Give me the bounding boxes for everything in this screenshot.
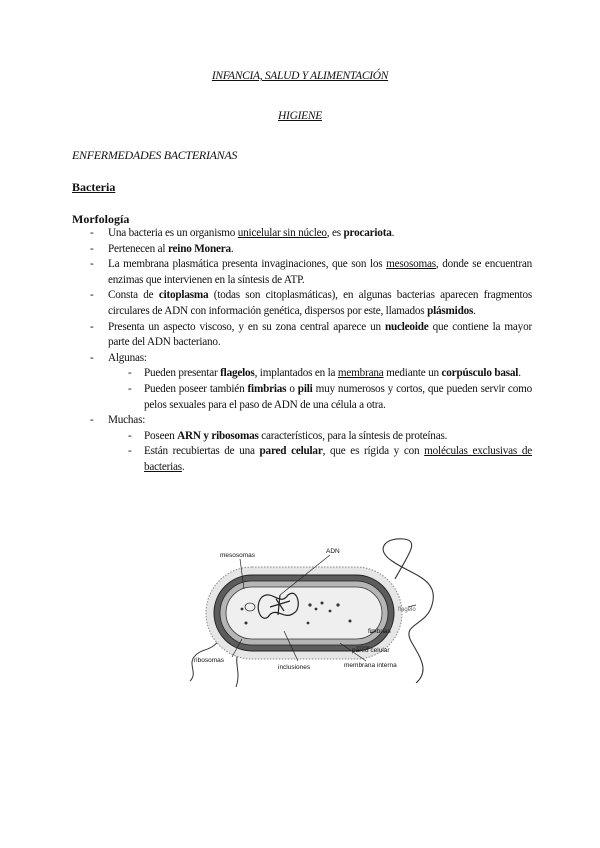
list-item: - La membrana plasmática presenta invaginaciones, que son los mesosomas, donde se encuentran enzimas que intervienen en la síntesis de ATP. [90,258,533,286]
label-mesosomas: mesosomas [220,552,256,559]
document-subtitle: HIGIENE [278,110,322,122]
label-inclusiones: inclusiones [278,664,311,671]
bacterium-diagram [180,535,440,695]
label-ribosomas: ribosomas [194,657,224,664]
list-item: - Consta de citoplasma (todas son citoplasmáticas), en algunas bacterias aparecen fragmentos circulares de ADN con información genética, dispersos por este, llamados plásmidos. [90,289,532,317]
list-subitem: - Pueden presentar flagelos, implantados en la membrana mediante un corpúsculo basal. [128,367,521,380]
list-subitem: - Están recubiertas de una pared celular, que es rígida y con moléculas exclusivas de bacterias. [128,445,532,473]
list-item: - Muchas: [90,414,146,427]
list-item: - Una bacteria es un organismo unicelular sin núcleo, es procariota. [90,227,395,239]
cytoplasm-shape [226,587,382,639]
list-subitem: - Poseen ARN y ribosomas característicos, para la síntesis de proteínas. [128,429,448,442]
list-subitem: - Pueden poseer también fimbrias o pili muy numerosos y cortos, que pueden servir como pelos sexuales para el paso de ADN de una célula a otra. [128,382,532,411]
list-item: - Algunas: [90,351,147,364]
label-pared-celular: pared celular [352,647,390,654]
document-title: INFANCIA, SALUD Y ALIMENTACIÓN [211,70,389,82]
section-title: ENFERMEDADES BACTERIANAS [72,148,238,162]
label-membrana-interna: membrana interna [344,662,397,669]
label-adn: ADN [326,548,340,555]
list-item: - Pertenecen al reino Monera. [90,242,234,255]
morphology-heading: Morfología [72,212,130,226]
list-item: - Presenta un aspecto viscoso, y en su zona central aparece un nucleoide que contiene la mayor parte del ADN bacteriano. [90,320,532,349]
label-fimbrias: fimbrias [368,628,391,635]
subject-heading: Bacteria [72,180,116,194]
morphology-list [72,226,532,476]
label-flagelo: flagelo [398,607,416,613]
